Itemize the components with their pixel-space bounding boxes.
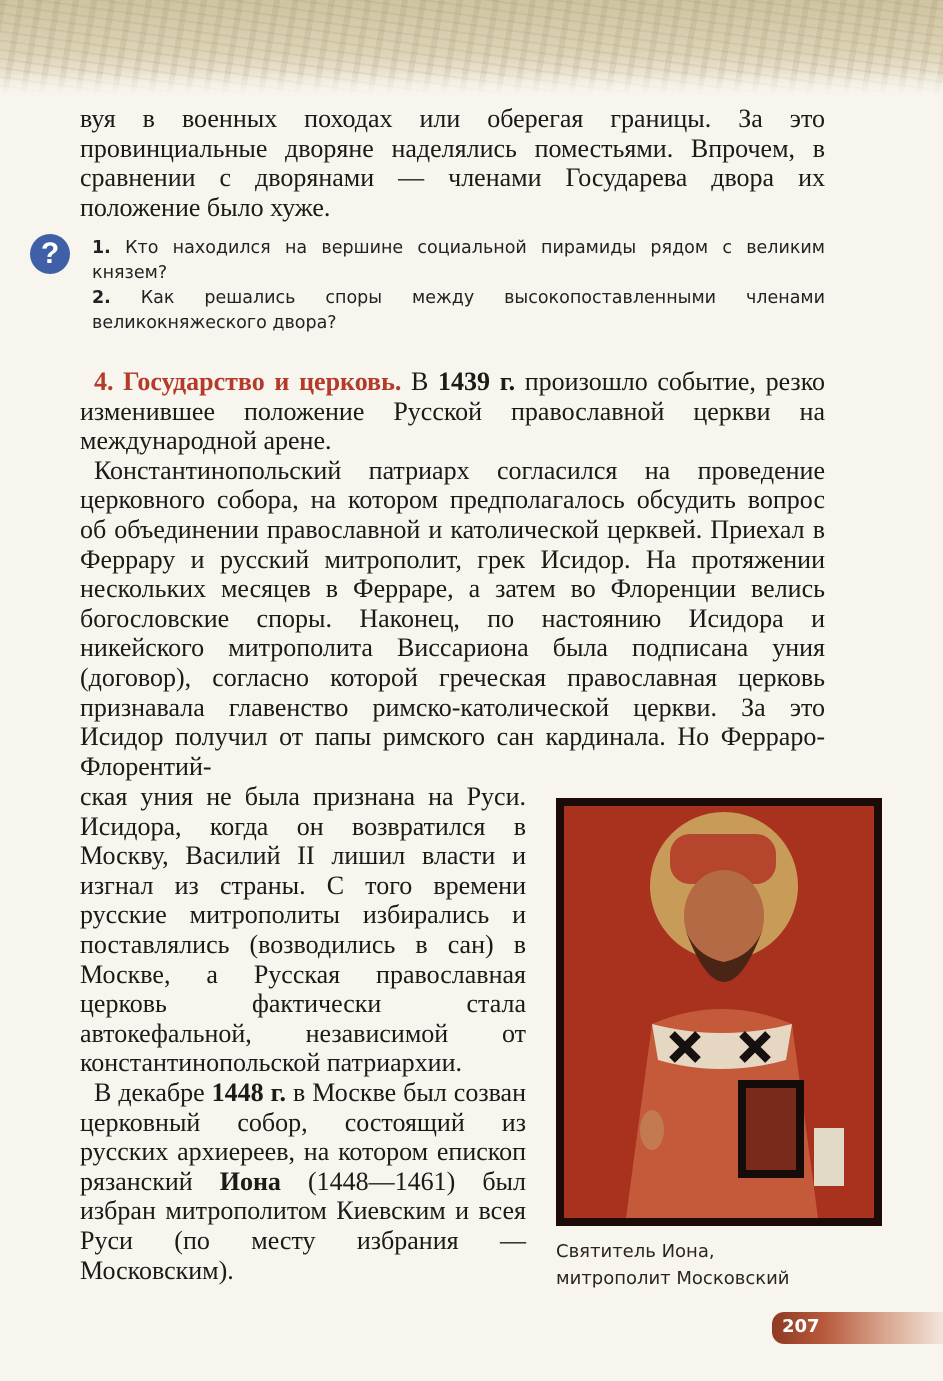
- question-number: 2.: [92, 288, 111, 308]
- section-paragraph-3: [80, 1078, 526, 1285]
- saint-iona-icon-image: [556, 798, 882, 1226]
- caption-line-2: митрополит Московский: [556, 1268, 790, 1289]
- gospel-book-cover: [746, 1088, 796, 1170]
- review-questions: [92, 236, 825, 336]
- blessing-hand: [640, 1110, 664, 1150]
- page-number-tab: [772, 1312, 943, 1344]
- question-item: [92, 236, 825, 286]
- section-paragraph-1: [80, 367, 825, 456]
- caption-line-1: Святитель Иона,: [556, 1241, 715, 1262]
- question-number: 1.: [92, 238, 111, 258]
- question-item: [92, 286, 825, 336]
- section-column-text: [80, 782, 526, 1285]
- name-iona: Иона: [219, 1166, 281, 1196]
- section-paragraph-2-continued: ская уния не была признана на Руси. Исидора, когда он возвратился в Москву, Василий II лишил власти и изгнал из страны. С того времени русские митрополиты избирались и поставлялись (возводились в сан) в Москве, а Русская православная церковь фактически стала автокефальной, независимой от константинопольской патриархии.: [80, 782, 526, 1078]
- page-number: 207: [782, 1316, 820, 1337]
- section-paragraph-2: Константинопольский патриарх согласился на проведение церковного собора, на котором предполагалось обсудить вопрос об объединении православной и католической церквей. Приехал в Феррару и русский митрополит, грек Исидор. На протяжении нескольких месяцев в Ферраре, а затем во Флоренции велись богословские споры. Наконец, по настоянию Исидора и никейского митрополита Виссариона была подписана уния (договор), согласно которой греческая православная церковь признавала главенство римско-католической церкви. За это Исидор получил от папы римского сан кардинала. Но Ферраро-Флорентий-: [80, 455, 825, 781]
- p3-before: В декабре: [94, 1077, 205, 1107]
- question-icon: ?: [30, 234, 70, 274]
- section-heading: 4. Государство и церковь.: [94, 367, 402, 396]
- top-paragraph: [80, 104, 825, 222]
- figure-caption: [556, 1238, 876, 1292]
- question-text: Как решались споры между высокопоставленными членами великокняжеского двора?: [92, 288, 825, 333]
- question-text: Кто находился на вершине социальной пирамиды рядом с великим князем?: [92, 238, 825, 283]
- icon-painting: [556, 798, 882, 1226]
- top-paragraph-text: вуя в военных походах или оберегая границы. За это провинциальные дворяне наделялись поместьями. Впрочем, в сравнении с дворянами — членами Государева двора их положение было хуже.: [80, 104, 825, 222]
- p3-middle: в Москве был созван церковный собор, состоящий из русских архиереев, на котором епископ рязанский: [80, 1077, 527, 1196]
- year-1448: 1448 г.: [211, 1077, 286, 1107]
- year-1439: 1439 г.: [438, 367, 516, 396]
- section-main-text: [80, 367, 825, 781]
- decorative-header-band: [0, 0, 943, 96]
- p1-after: произошло событие, резко изменившее положение Русской православной церкви на международной арене.: [80, 367, 826, 456]
- p3-after: (1448—1461) был избран митрополитом Киевским и всея Руси (по месту избрания — Московским).: [80, 1166, 526, 1285]
- p1-before: В: [411, 367, 429, 396]
- epigonation: [814, 1128, 844, 1186]
